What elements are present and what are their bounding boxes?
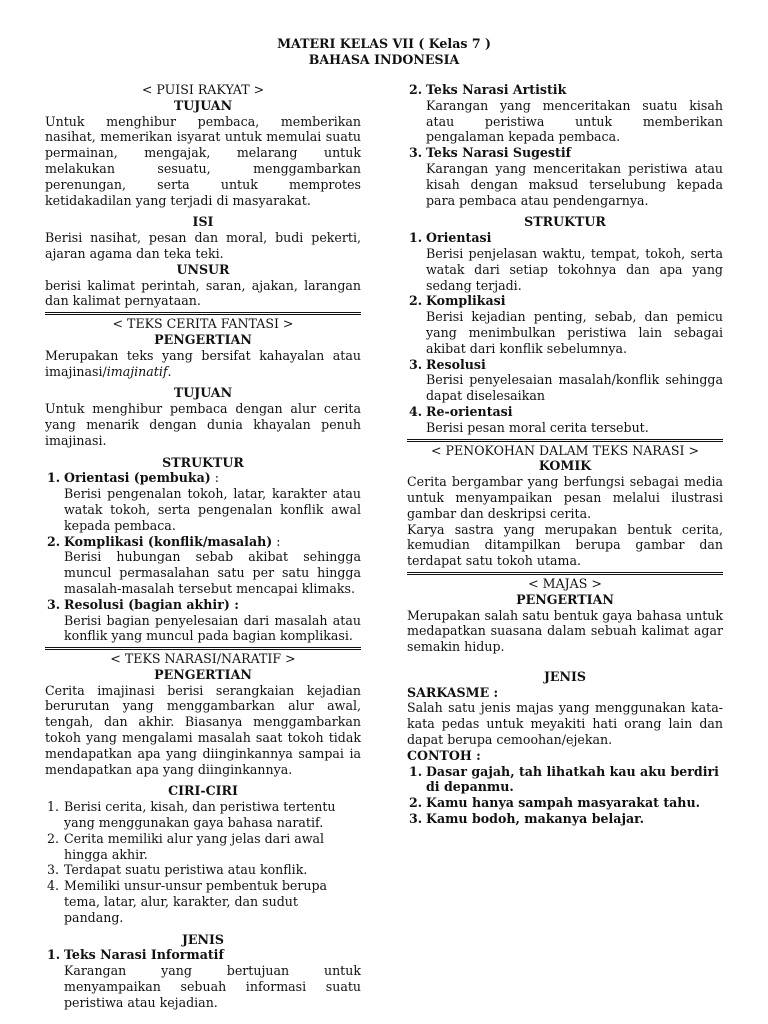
- heading-unsur: UNSUR: [176, 261, 230, 277]
- right-column: [407, 82, 723, 827]
- heading-tujuan: TUJUAN: [173, 97, 233, 113]
- document-title: MATERI KELAS VII ( Kelas 7 ): [277, 36, 491, 51]
- section-title: < TEKS NARASI/NARATIF >: [110, 651, 296, 667]
- section-divider: [45, 312, 361, 315]
- paragraph-pengertian: Cerita imajinasi berisi serangkaian kejadian berurutan yang menggambarkan alur awal, tengah, dan akhir. Biasanya menggambarkan tokoh yang mengalami masalah saat tokoh tidak mendapatkan apa yang diinginkannya sampai ia mendapatkan apa yang diinginkannya.: [45, 682, 361, 777]
- list-item: 3. Resolusi (bagian akhir) : Berisi bagian penyelesaian dari masalah atau konflik yang muncul pada bagian komplikasi.: [47, 596, 361, 644]
- section-divider: [407, 439, 723, 442]
- heading-struktur: STRUKTUR: [162, 454, 244, 470]
- document-subtitle: BAHASA INDONESIA: [308, 52, 460, 67]
- section-title: < PENOKOHAN DALAM TEKS NARASI >: [430, 442, 700, 458]
- section-teks-narasi: [45, 651, 361, 1011]
- section-puisi-rakyat: [45, 82, 361, 309]
- list-item: 2. Cerita memiliki alur yang jelas dari awal hingga akhir.: [47, 830, 325, 862]
- list-item: 2. Teks Narasi Artistik Karangan yang menceritakan suatu kisah atau peristiwa untuk memberikan pengalaman kepada pembaca.: [409, 82, 723, 145]
- list-item: 1. Dasar gajah, tah lihatkah kau aku berdiri di depanmu.: [409, 763, 719, 795]
- section-title: < TEKS CERITA FANTASI >: [112, 316, 294, 332]
- section-title: < MAJAS >: [528, 575, 602, 591]
- list-item: 3. Teks Narasi Sugestif Karangan yang menceritakan peristiwa atau kisah dengan maksud terselubung kepada para pembaca atau pendengarnya.: [409, 145, 723, 208]
- heading-tujuan: TUJUAN: [173, 385, 233, 401]
- paragraph-komik-2: Karya sastra yang merupakan bentuk cerita, kemudian ditampilkan berupa gambar dan terdapat satu tokoh utama.: [407, 521, 723, 569]
- paragraph-pengertian: Merupakan salah satu bentuk gaya bahasa untuk medapatkan suasana dalam sebuah kalimat agar semakin hidup.: [407, 607, 723, 655]
- heading-isi: ISI: [192, 214, 214, 230]
- document-header: [0, 36, 768, 68]
- heading-jenis: JENIS: [181, 931, 225, 947]
- list-item: 2. Komplikasi (konflik/masalah) : Berisi hubungan sebab akibat sehingga muncul permasalahan satu per satu hingga masalah-masalah tersebut mencapai klimaks.: [47, 533, 361, 596]
- list-item: 2. Kamu hanya sampah masyarakat tahu.: [409, 795, 701, 811]
- section-cerita-fantasi: [45, 316, 361, 644]
- section-title: < PUISI RAKYAT >: [141, 82, 265, 97]
- contoh-list: [407, 764, 723, 827]
- heading-jenis: JENIS: [543, 668, 587, 684]
- heading-pengertian: PENGERTIAN: [154, 331, 252, 347]
- list-item: 2. Komplikasi Berisi kejadian penting, sebab, dan pemicu yang menimbulkan peristiwa lain sebagai akibat dari konflik sebelumnya.: [409, 293, 723, 356]
- jenis-list: [45, 947, 361, 1010]
- list-item: 1. Orientasi (pembuka) : Berisi pengenalan tokoh, latar, karakter atau watak tokoh, serta pengenalan konflik awal kepada pembaca.: [47, 470, 361, 533]
- heading-pengertian: PENGERTIAN: [516, 591, 614, 607]
- paragraph-pengertian: Merupakan teks yang bersifat kahayalan atau imajinasi/imajinatif.: [45, 347, 361, 379]
- heading-pengertian: PENGERTIAN: [154, 666, 252, 682]
- paragraph-tujuan: Untuk menghibur pembaca, memberikan nasihat, memerikan isyarat untuk memulai suatu permainan, mengajak, melarang untuk melakukan sesuatu, menggambarkan perenungan, serta untuk memprotes ketidakadilan yang terjadi di masyarakat.: [45, 113, 361, 208]
- struktur-list: [45, 470, 361, 644]
- list-item: 3. Terdapat suatu peristiwa atau konflik.: [47, 862, 308, 878]
- left-column: [45, 82, 361, 1011]
- list-item: 1. Teks Narasi Informatif Karangan yang bertujuan untuk menyampaikan sebuah informasi suatu peristiwa atau kejadian.: [47, 947, 361, 1010]
- section-majas: [407, 576, 723, 827]
- ciri-list: [45, 799, 361, 925]
- list-item: 3. Resolusi Berisi penyelesaian masalah/konflik sehingga dapat diselesaikan: [409, 356, 723, 404]
- paragraph-sarkasme: Salah satu jenis majas yang menggunakan kata-kata pedas untuk meyakiti hati orang lain dan dapat berupa cemoohan/ejekan.: [407, 700, 723, 748]
- list-item: 3. Kamu bodoh, makanya belajar.: [409, 811, 645, 827]
- struktur-list: [407, 230, 723, 435]
- paragraph-unsur: berisi kalimat perintah, saran, ajakan, larangan dan kalimat pernyataan.: [45, 277, 361, 309]
- heading-sarkasme: SARKASME :: [407, 684, 499, 700]
- paragraph-komik-1: Cerita bergambar yang berfungsi sebagai media untuk menyampaikan pesan melalui ilustrasi gambar dan deskripsi cerita.: [407, 474, 723, 521]
- list-item: 4. Memiliki unsur-unsur pembentuk berupa tema, latar, alur, karakter, dan sudut pandang.: [47, 878, 328, 925]
- section-divider: [407, 572, 723, 575]
- list-item: 4. Re-orientasi Berisi pesan moral cerita tersebut.: [409, 403, 649, 435]
- list-item: 1. Berisi cerita, kisah, dan peristiwa tertentu yang menggunakan gaya bahasa naratif.: [47, 799, 336, 831]
- heading-struktur: STRUKTUR: [524, 214, 606, 230]
- paragraph-isi: Berisi nasihat, pesan dan moral, budi pekerti, ajaran agama dan teka teki.: [45, 230, 361, 261]
- heading-komik: KOMIK: [538, 458, 592, 474]
- section-penokohan: [407, 443, 723, 569]
- heading-ciri-ciri: CIRI-CIRI: [168, 783, 238, 799]
- heading-contoh: CONTOH :: [407, 747, 481, 763]
- jenis-list-continued: [407, 82, 723, 208]
- list-item: 1. Orientasi Berisi penjelasan waktu, tempat, tokoh, serta watak dari setiap tokohnya dan apa yang sedang terjadi.: [409, 230, 723, 293]
- section-divider: [45, 647, 361, 650]
- paragraph-tujuan: Untuk menghibur pembaca dengan alur cerita yang menarik dengan dunia khayalan penuh imajinasi.: [45, 401, 361, 448]
